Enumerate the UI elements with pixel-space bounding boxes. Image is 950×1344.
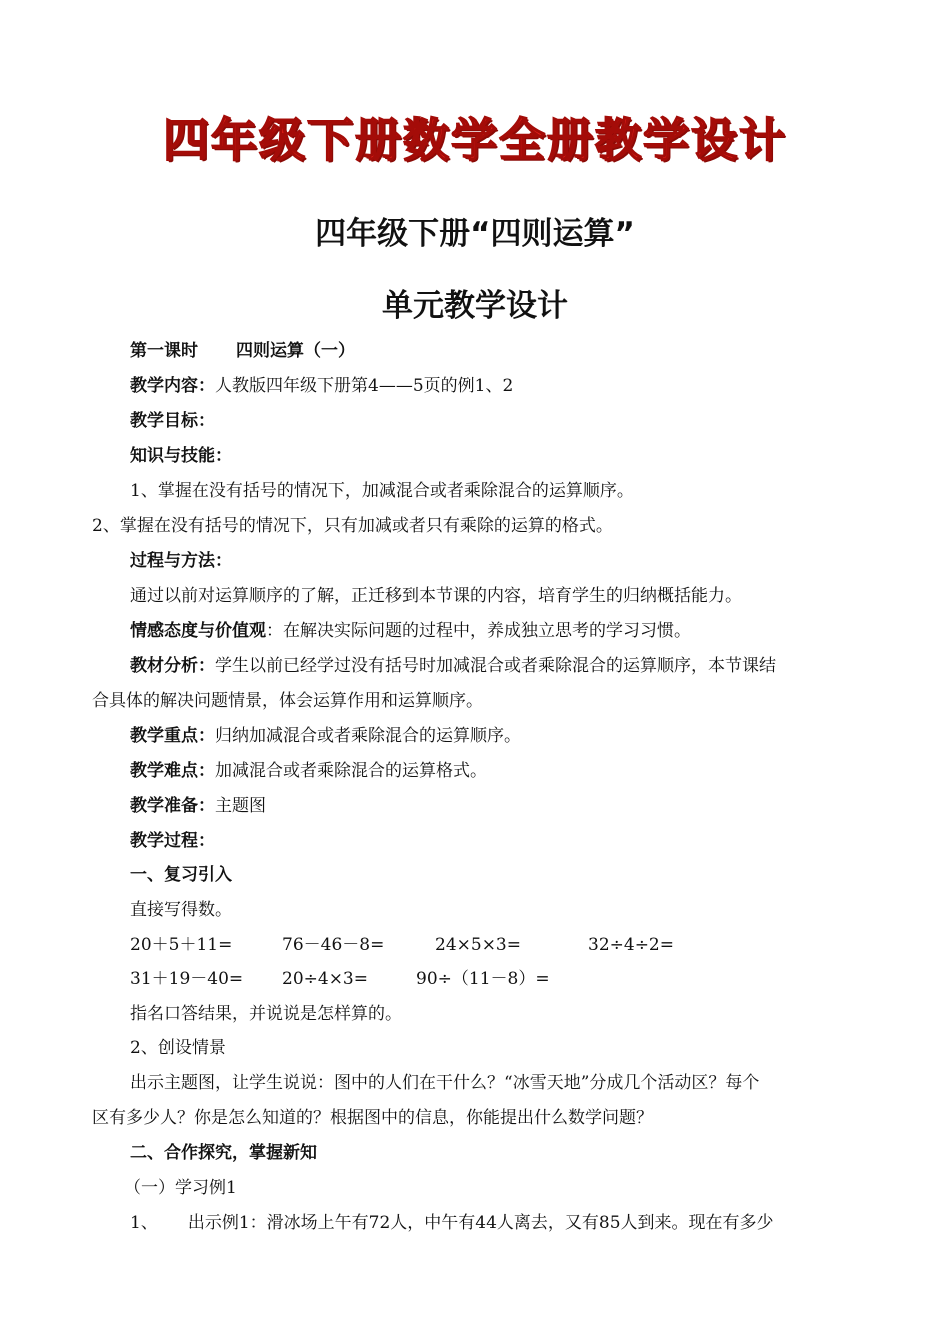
- prep-text: 主题图: [215, 796, 266, 816]
- section-heading-2: 二、合作探究，掌握新知: [130, 1143, 317, 1163]
- skill-item-2: 2、掌握在没有括号的情况下，只有加减或者只有乘除的运算的格式。: [92, 516, 613, 536]
- process-text: 通过以前对运算顺序的了解，正迁移到本节课的内容，培育学生的归纳概括能力。: [130, 586, 742, 606]
- difficulty-text: 加减混合或者乘除混合的运算格式。: [215, 761, 487, 781]
- subsection-example-1: （一）学习例1: [124, 1178, 237, 1198]
- exercise-item: 31＋19－40=: [130, 969, 244, 989]
- lesson-heading: [130, 334, 872, 369]
- prep-label: 教学准备：: [130, 796, 215, 816]
- key-point: [130, 719, 872, 754]
- analysis-label: 教材分析：: [130, 656, 215, 676]
- direct-write-instruction: 直接写得数。: [130, 900, 232, 920]
- emotion-goal: [130, 614, 872, 649]
- example-1-text: 出示例1：滑冰场上午有72人，中午有44人离去，又有85人到来。现在有多少: [187, 1213, 774, 1233]
- exercise-row-1: [130, 928, 872, 963]
- section-heading-1: 一、复习引入: [130, 865, 232, 885]
- lesson-name: 四则运算（一）: [236, 341, 355, 361]
- key-label: 教学重点：: [130, 726, 215, 746]
- teaching-content: [130, 369, 872, 404]
- answer-note: 指名口答结果，并说说是怎样算的。: [130, 1004, 402, 1024]
- analysis-line-2: 合具体的解决问题情景，体会运算作用和运算顺序。: [92, 691, 483, 711]
- difficulty-point: [130, 754, 872, 789]
- emotion-text: ：在解决实际问题的过程中，养成独立思考的学习习惯。: [266, 621, 691, 641]
- skills-label: 知识与技能：: [130, 446, 232, 466]
- example-1-number: 1、: [130, 1213, 158, 1233]
- exercise-item: 20÷4×3=: [282, 969, 368, 989]
- unit-subtitle: 单元教学设计: [382, 288, 568, 324]
- process-label: 过程与方法：: [130, 551, 232, 571]
- preparation: [130, 789, 872, 824]
- scene-title: 2、创设情景: [130, 1038, 226, 1058]
- content-label: 教学内容：: [130, 376, 215, 396]
- scene-text-1: 出示主题图，让学生说说：图中的人们在干什么？“冰雪天地”分成几个活动区？每个: [130, 1073, 760, 1093]
- procedure-label: 教学过程：: [130, 831, 215, 851]
- difficulty-label: 教学难点：: [130, 761, 215, 781]
- key-text: 归纳加减混合或者乘除混合的运算顺序。: [215, 726, 521, 746]
- emotion-label: 情感态度与价值观: [130, 621, 266, 641]
- unit-title: 四年级下册“四则运算”: [315, 216, 635, 252]
- analysis-line-1: [130, 649, 872, 684]
- example-1-line: [130, 1206, 872, 1241]
- document-banner-title: 四年级下册数学全册教学设计: [163, 113, 787, 167]
- analysis-text-1: 学生以前已经学过没有括号时加减混合或者乘除混合的运算顺序，本节课结: [215, 656, 776, 676]
- exercise-item: 24×5×3=: [435, 935, 521, 955]
- content-text: 人教版四年级下册第4——5页的例1、2: [215, 376, 514, 396]
- exercise-item: 76－46－8=: [282, 935, 385, 955]
- exercise-item: 90÷（11－8）=: [416, 969, 550, 989]
- exercise-row-2: [130, 962, 872, 997]
- lesson-label: 第一课时: [130, 341, 198, 361]
- exercise-item: 20＋5＋11=: [130, 935, 233, 955]
- scene-text-2: 区有多少人？你是怎么知道的？根据图中的信息，你能提出什么数学问题？: [92, 1108, 653, 1128]
- exercise-item: 32÷4÷2=: [588, 935, 674, 955]
- skill-item-1: 1、掌握在没有括号的情况下，加减混合或者乘除混合的运算顺序。: [130, 481, 634, 501]
- goals-label: 教学目标：: [130, 411, 215, 431]
